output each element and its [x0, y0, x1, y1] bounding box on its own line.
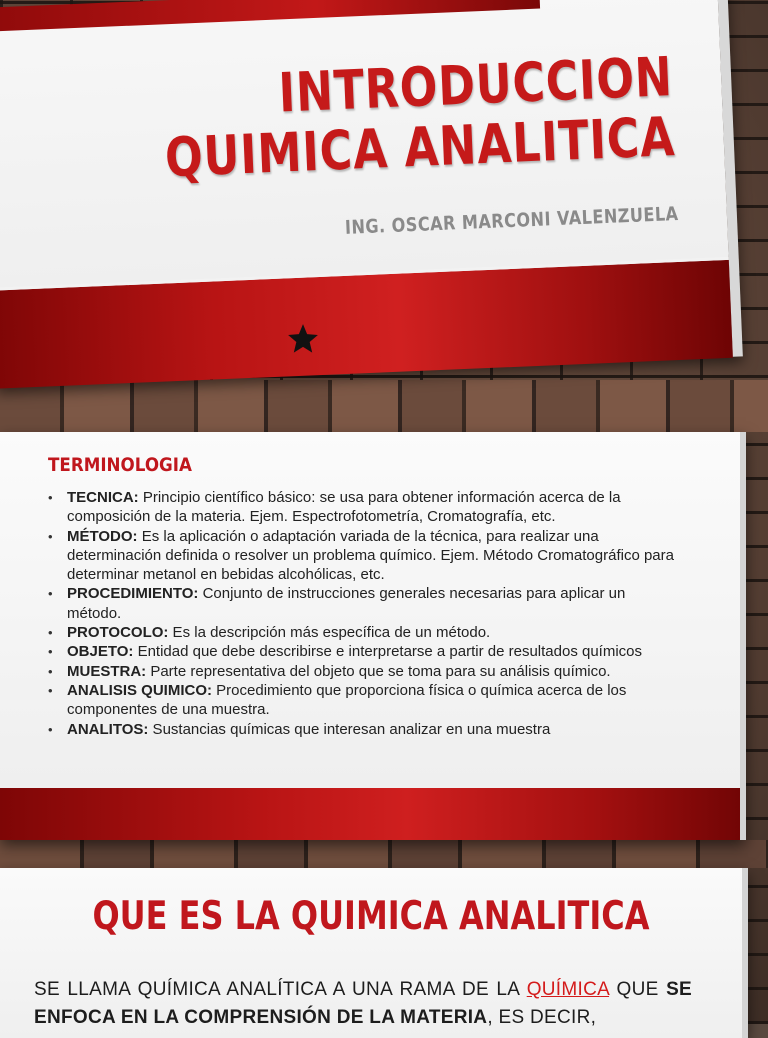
star-icon — [286, 322, 320, 356]
list-item — [48, 623, 678, 642]
terminology-list — [48, 488, 678, 739]
term-definition: Entidad que debe describirse e interpretarse a partir de resultados químicos — [133, 643, 643, 661]
term-label: ANALITOS: — [67, 720, 149, 738]
brick-wall-strip — [0, 380, 768, 432]
slide-top-bar — [0, 0, 540, 32]
term-label: PROCEDIMIENTO: — [67, 585, 199, 603]
term-label: TECNICA: — [67, 489, 139, 506]
title-line-1: INTRODUCCION — [277, 45, 675, 125]
brick-wall-strip — [0, 840, 768, 868]
term-definition: Principio científico básico: se usa para obtener información acerca de la composición de la materia. Ejem. Espectrofotometría, Cromatografía, etc. — [67, 489, 621, 526]
list-item — [48, 681, 678, 720]
term-label: MÉTODO: — [67, 527, 138, 545]
list-item — [48, 720, 678, 739]
title-slide — [0, 0, 743, 388]
list-item — [48, 488, 678, 527]
quimica-link[interactable]: QUÍMICA — [526, 979, 610, 1000]
body-bold-text: SE ENFOCA EN LA COMPRENSIÓN DE LA MATERIA — [34, 979, 693, 1028]
term-definition: Sustancias químicas que interesan analizar en una muestra — [148, 720, 551, 738]
slide-title — [162, 47, 677, 188]
term-label: OBJETO: — [67, 643, 134, 661]
definition-slide — [0, 868, 748, 1038]
term-definition: Procedimiento que proporciona física o química acerca de los componentes de una muestra. — [67, 681, 627, 719]
list-item — [48, 527, 678, 585]
author-subtitle: ING. OSCAR MARCONI VALENZUELA — [344, 202, 680, 239]
term-definition: Es la descripción más específica de un método. — [168, 624, 491, 642]
list-item — [48, 662, 678, 681]
section-title: QUE ES LA QUIMICA ANALITICA — [92, 894, 650, 939]
red-footer-band — [0, 786, 740, 840]
term-definition: Conjunto de instrucciones generales necesarias para aplicar un método. — [67, 585, 626, 622]
term-label: PROTOCOLO: — [67, 624, 169, 642]
section-title: TERMINOLOGIA — [48, 454, 192, 476]
term-definition: Es la aplicación o adaptación variada de la técnica, para realizar una determinación definida o resolver un problema químico. Ejem. Método Cromatográfico para determinar metanol en bebidas alcohólicas, etc. — [67, 527, 674, 584]
body-text: SE LLAMA QUÍMICA ANALÍTICA A UNA RAMA DE LA — [34, 979, 527, 1000]
list-item — [48, 642, 678, 661]
title-line-2: QUIMICA ANALITICA — [164, 105, 677, 190]
term-label: ANALISIS QUIMICO: — [67, 681, 212, 699]
body-text: QUE — [609, 979, 667, 1000]
term-definition: Parte representativa del objeto que se toma para su análisis químico. — [146, 662, 611, 680]
terminology-slide — [0, 432, 746, 840]
body-text: , ES DECIR, — [487, 1007, 597, 1028]
term-label: MUESTRA: — [67, 662, 147, 680]
list-item — [48, 584, 678, 623]
